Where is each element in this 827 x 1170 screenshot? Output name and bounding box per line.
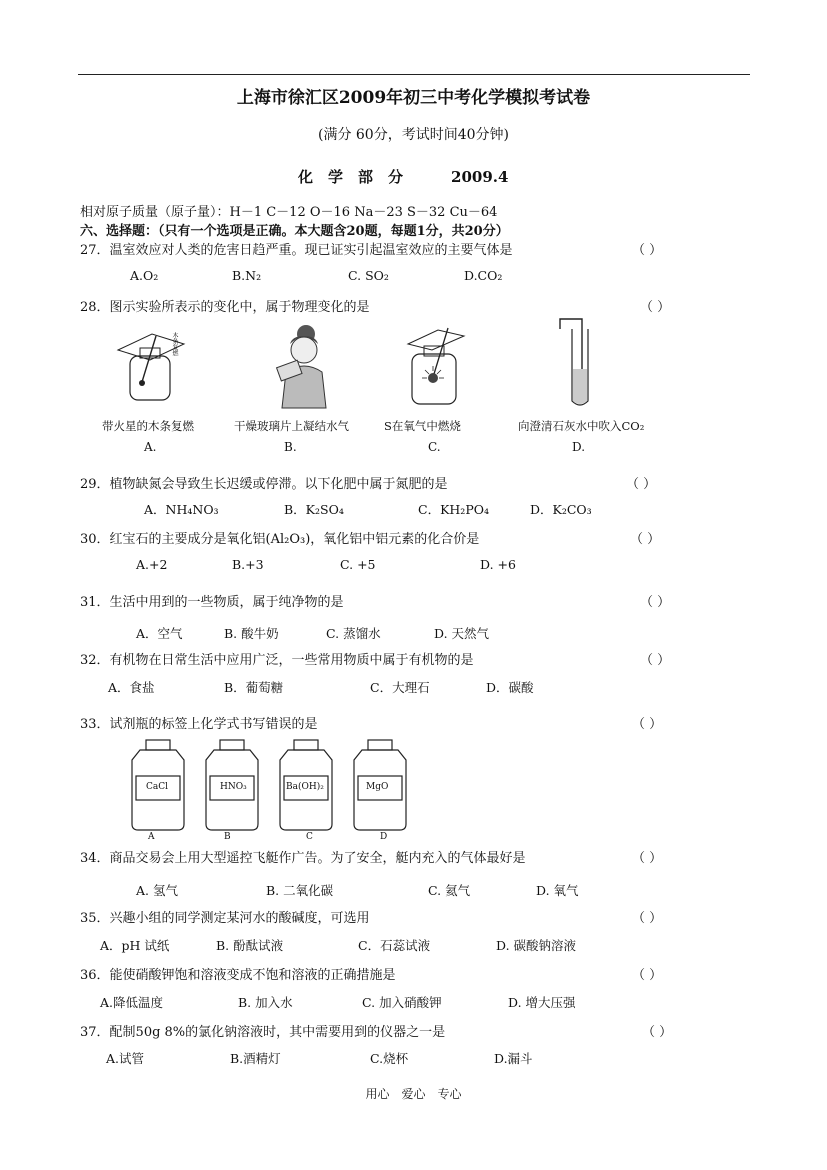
question-30-stem: 30．红宝石的主要成分是氧化铝(Al₂O₃)，氧化铝中铝元素的化合价是 [80, 532, 480, 547]
figure-d-letter: D. [572, 440, 586, 454]
question-35-option-a: A．pH 试纸 [100, 938, 170, 953]
question-37-answer-paren: （ ） [642, 1025, 673, 1040]
question-27-stem: 27．温室效应对人类的危害日趋严重。现已证实引起温室效应的主要气体是 [80, 243, 513, 258]
page-footer [0, 1085, 827, 1102]
bottle-c-letter: C [306, 832, 313, 842]
question-34-option-b: B. 二氧化碳 [266, 883, 334, 898]
question-35-option-c: C．石蕊试液 [358, 938, 431, 953]
bottle-d-label: MgO [366, 782, 389, 792]
question-34-option-c: C. 氦气 [428, 883, 471, 898]
question-29-stem: 29．植物缺氮会导致生长迟缓或停滞。以下化肥中属于氮肥的是 [80, 477, 448, 492]
question-32-option-a: A．食盐 [108, 680, 155, 695]
question-29-option-c: C．KH₂PO₄ [418, 502, 489, 517]
question-37-option-b: B.酒精灯 [230, 1051, 281, 1066]
question-31-option-c: C. 蒸馏水 [326, 626, 381, 641]
question-31-option-d: D. 天然气 [434, 626, 490, 641]
question-30-option-d: D. +6 [480, 557, 516, 572]
question-37-stem: 37．配制50g 8%的氯化钠溶液时，其中需要用到的仪器之一是 [80, 1025, 446, 1040]
question-36-option-c: C. 加入硝酸钾 [362, 995, 442, 1010]
bottle-c-label: Ba(OH)₂ [286, 782, 324, 792]
question-32-answer-paren: （ ） [640, 653, 671, 668]
figure-d-test-tube [552, 315, 602, 410]
bottle-b-letter: B [224, 832, 231, 842]
question-31-option-b: B. 酸牛奶 [224, 626, 279, 641]
question-30-option-c: C. +5 [340, 557, 376, 572]
question-34-option-a: A. 氢气 [136, 883, 178, 898]
question-35-answer-paren: （ ） [632, 911, 663, 926]
question-35-option-d: D. 碳酸钠溶液 [496, 938, 577, 953]
question-29-answer-paren: （ ） [626, 477, 657, 492]
bottle-a-letter: A [148, 832, 155, 842]
section-title: 化 学 部 分 [298, 168, 404, 186]
question-34-stem: 34．商品交易会上用大型遥控飞艇作广告。为了安全，艇内充入的气体最好是 [80, 851, 526, 866]
question-27-option-d: D.CO₂ [464, 268, 503, 283]
figure-b-letter: B. [284, 440, 297, 454]
question-34-option-d: D. 氧气 [536, 883, 579, 898]
question-31-stem: 31．生活中用到的一些物质，属于纯净物的是 [80, 595, 344, 610]
bottle-b-label: HNO₃ [220, 782, 247, 792]
question-35-stem: 35．兴趣小组的同学测定某河水的酸碱度，可选用 [80, 911, 370, 926]
section-heading [298, 166, 508, 187]
question-32-option-b: B．葡萄糖 [224, 680, 284, 695]
figure-b-caption: 干燥玻璃片上凝结水气 [234, 419, 349, 433]
question-33-answer-paren: （ ） [632, 717, 663, 732]
question-27-option-a: A.O₂ [130, 268, 159, 283]
question-36-answer-paren: （ ） [632, 968, 663, 983]
page-subtitle: (满分 60分，考试时间40分钟) [317, 127, 509, 143]
top-rule [78, 74, 750, 75]
question-36-option-a: A.降低温度 [100, 995, 164, 1010]
question-27-answer-paren: （ ） [632, 243, 663, 258]
section-date: 2009.4 [451, 168, 509, 186]
question-35-option-b: B. 酚酞试液 [216, 938, 284, 953]
question-29-option-d: D．K₂CO₃ [530, 502, 592, 517]
question-29-option-a: A．NH₄NO₃ [144, 502, 219, 517]
question-27-option-c: C. SO₂ [348, 268, 389, 283]
question-31-answer-paren: （ ） [640, 595, 671, 610]
question-32-stem: 32．有机物在日常生活中应用广泛，一些常用物质中属于有机物的是 [80, 653, 474, 668]
question-28-stem: 28．图示实验所表示的变化中，属于物理变化的是 [80, 300, 370, 315]
question-30-option-a: A.+2 [136, 557, 168, 572]
figure-b-girl-glass [268, 322, 338, 410]
question-32-option-d: D．碳酸 [486, 680, 534, 695]
question-37-option-c: C.烧杯 [370, 1051, 409, 1066]
question-31-option-a: A．空气 [136, 626, 183, 641]
question-37-option-a: A.试管 [106, 1051, 145, 1066]
question-36-option-d: D. 增大压强 [508, 995, 576, 1010]
question-32-option-c: C．大理石 [370, 680, 430, 695]
figure-d-caption: 向澄清石灰水中吹入CO₂ [518, 419, 645, 433]
question-34-answer-paren: （ ） [632, 851, 663, 866]
question-36-option-b: B. 加入水 [238, 995, 293, 1010]
question-29-option-b: B．K₂SO₄ [284, 502, 344, 517]
footer-word-2: 爱心 [401, 1087, 426, 1101]
figure-a-label: 木条复燃 [171, 332, 178, 356]
question-27-option-b: B.N₂ [232, 268, 262, 283]
figure-c-caption: S在氧气中燃烧 [384, 419, 461, 433]
figure-a-caption: 带火星的木条复燃 [102, 419, 194, 433]
footer-word-3: 专心 [437, 1087, 462, 1101]
footer-word-1: 用心 [365, 1087, 390, 1101]
figure-a-splint-jar [112, 330, 192, 408]
bottle-d-letter: D [380, 832, 388, 842]
figure-c-sulfur-bottle [402, 326, 468, 408]
question-30-answer-paren: （ ） [630, 532, 661, 547]
question-33-stem: 33．试剂瓶的标签上化学式书写错误的是 [80, 717, 318, 732]
figure-c-letter: C. [428, 440, 441, 454]
question-30-option-b: B.+3 [232, 557, 264, 572]
page-title: 上海市徐汇区2009年初三中考化学模拟考试卷 [236, 88, 591, 108]
figure-a-letter: A. [144, 440, 157, 454]
bottle-a-label: CaCl [146, 782, 169, 792]
question-37-option-d: D.漏斗 [494, 1051, 533, 1066]
part-heading: 六、选择题：（只有一个选项是正确。本大题含20题，每题1分，共20分） [80, 224, 509, 239]
question-28-answer-paren: （ ） [640, 300, 671, 315]
atomic-mass-line: 相对原子质量（原子量）：H－1 C－12 O－16 Na－23 S－32 Cu－64 [80, 205, 498, 220]
question-36-stem: 36．能使硝酸钾饱和溶液变成不饱和溶液的正确措施是 [80, 968, 396, 983]
